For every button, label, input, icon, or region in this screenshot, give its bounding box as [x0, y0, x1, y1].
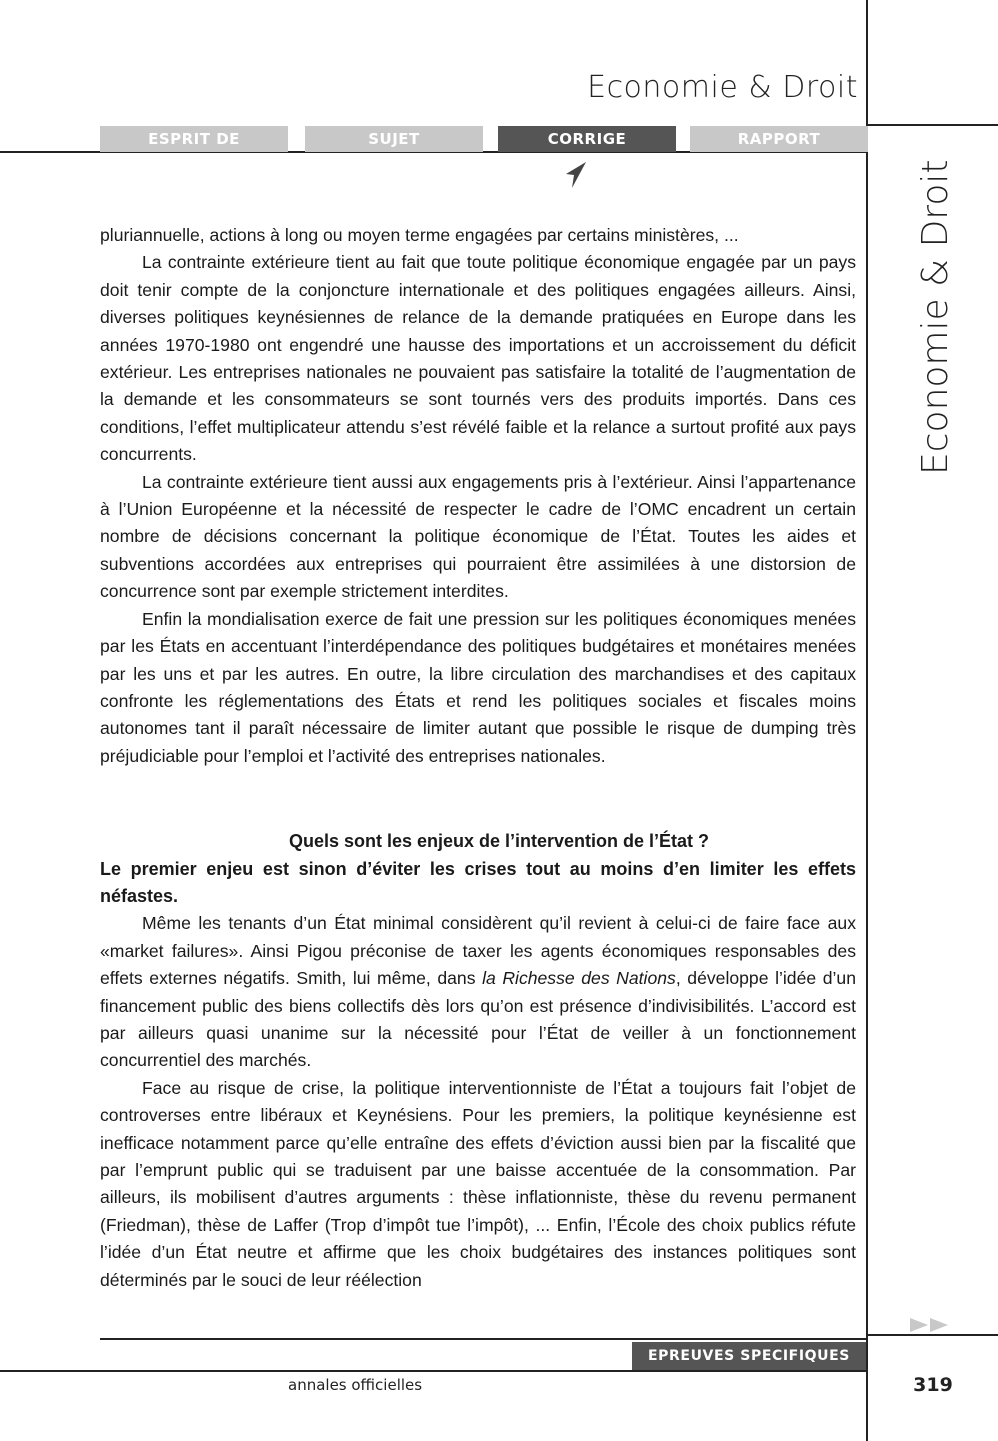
paragraph: La contrainte extérieure tient au fait que toute politique économique engagée par un pays doit tenir compte de la conjoncture internationale et des politiques engagées ailleurs. Ainsi, diverses politiques keynésiennes de relance de la demande pratiquées en Europe dans les années 1970-1980 ont engendré une hausse des importations et un accroissement du déficit extérieur. Les entreprises nationales ne pouvaient pas satisfaire la totalité de l’augmentation de la demande et les consommateurs se sont tournés vers des produits importés. Dans ces conditions, l’effet multiplicateur attendu s’est révélé faible et la relance a surtout profité aux pays concurrents. [100, 252, 856, 465]
footer-bottom-rule [0, 1370, 866, 1372]
pointer-arrow-icon [564, 160, 588, 190]
footer-banner: EPREUVES SPECIFIQUES [632, 1342, 866, 1370]
paragraph-text: Même les tenants d’un État minimal considèrent qu’il revient à celui-ci de faire face aux «market failures». Ainsi Pigou préconise de taxer les agents économiques responsables des effets externes négatifs. Smith, lui même, dans [100, 913, 856, 989]
paragraph: Face au risque de crise, la politique interventionniste de l’État a toujours fait l’objet de controverses entre libéraux et Keynésiens. Pour les premiers, la politique keynésienne est inefficace notamment parce qu’elle entraîne des effets d’éviction aussi bien par la fiscalité que par l’emprunt public qui se traduisent par une baisse accentuée de la consommation. Par ailleurs, ils mobilisent d’autres arguments : thèse inflationniste, thèse du revenu permanent (Friedman), thèse de Laffer (Trop d’impôt tue l’impôt), ... Enfin, l’École des choix publics réfute l’idée d’un État neutre et affirme que les choix budgétaires des instances politiques sont déterminés par le souci de leur réélection [100, 1077, 856, 1290]
tab-corrige[interactable]: CORRIGE [498, 126, 676, 152]
paragraph: Enfin la mondialisation exerce de fait une pression sur les politiques économiques menées par les États en accentuant l’interdépendance des politiques budgétaires et monétaires menées par les uns et par les autres. En outre, la libre circulation des marchandises et des capitaux confronte les réglementations des États et rend les politiques sociales et fiscales moins autonomes tant il paraît nécessaire de limiter autant que possible le risque de dumping très préjudiciable pour l’emploi et l’activité des entreprises nationales. [100, 608, 856, 766]
paragraph: pluriannuelle, actions à long ou moyen terme engagées par certains ministères, ... [100, 225, 739, 245]
tab-rapport[interactable]: RAPPORT [690, 126, 868, 152]
paragraph [100, 910, 856, 1074]
page-number: 319 [913, 1374, 953, 1396]
next-page-arrows-icon [910, 1318, 952, 1332]
book-title: la Richesse des Nations [482, 968, 676, 989]
section-heading: Quels sont les enjeux de l’intervention de l’État ? [288, 831, 710, 852]
header-title: Economie & Droit [587, 70, 858, 105]
tab-sujet[interactable]: SUJET [305, 126, 483, 152]
side-header-rule [868, 124, 998, 126]
paragraph-text: , développe l’idée d’un financement public des biens collectifs dès lors qu’on est présence d’indivisibilités. L’accord est par ailleurs quasi unanime sur la nécessité pour l’État de veiller à un fonctionnement concurrentiel des marchés. [100, 968, 856, 1071]
paragraph: La contrainte extérieure tient aussi aux engagements pris à l’extérieur. Ainsi l’appartenance à l’Union Européenne et la nécessité de respecter le cadre de l’OMC encadrent un certain nombre de décisions concernant la politique économique de l’État. Toutes les aides et subventions accordées aux entreprises qui pourraient être assimilées à une distorsion de concurrence sont par exemple strictement interdites. [100, 471, 856, 602]
subheading: Le premier enjeu est sinon d’éviter les crises tout au moins d’en limiter les effets néfastes. [100, 858, 856, 906]
tab-esprit-de-l-epreuve[interactable]: ESPRIT DE L’EPREUVE [100, 126, 288, 152]
side-title: Economie & Droit [915, 159, 956, 475]
side-footer-rule [868, 1334, 998, 1336]
footer-source: annales officielles [288, 1376, 423, 1394]
footer-rule [100, 1338, 866, 1340]
vertical-divider [866, 0, 868, 1441]
article-body [100, 222, 856, 1294]
